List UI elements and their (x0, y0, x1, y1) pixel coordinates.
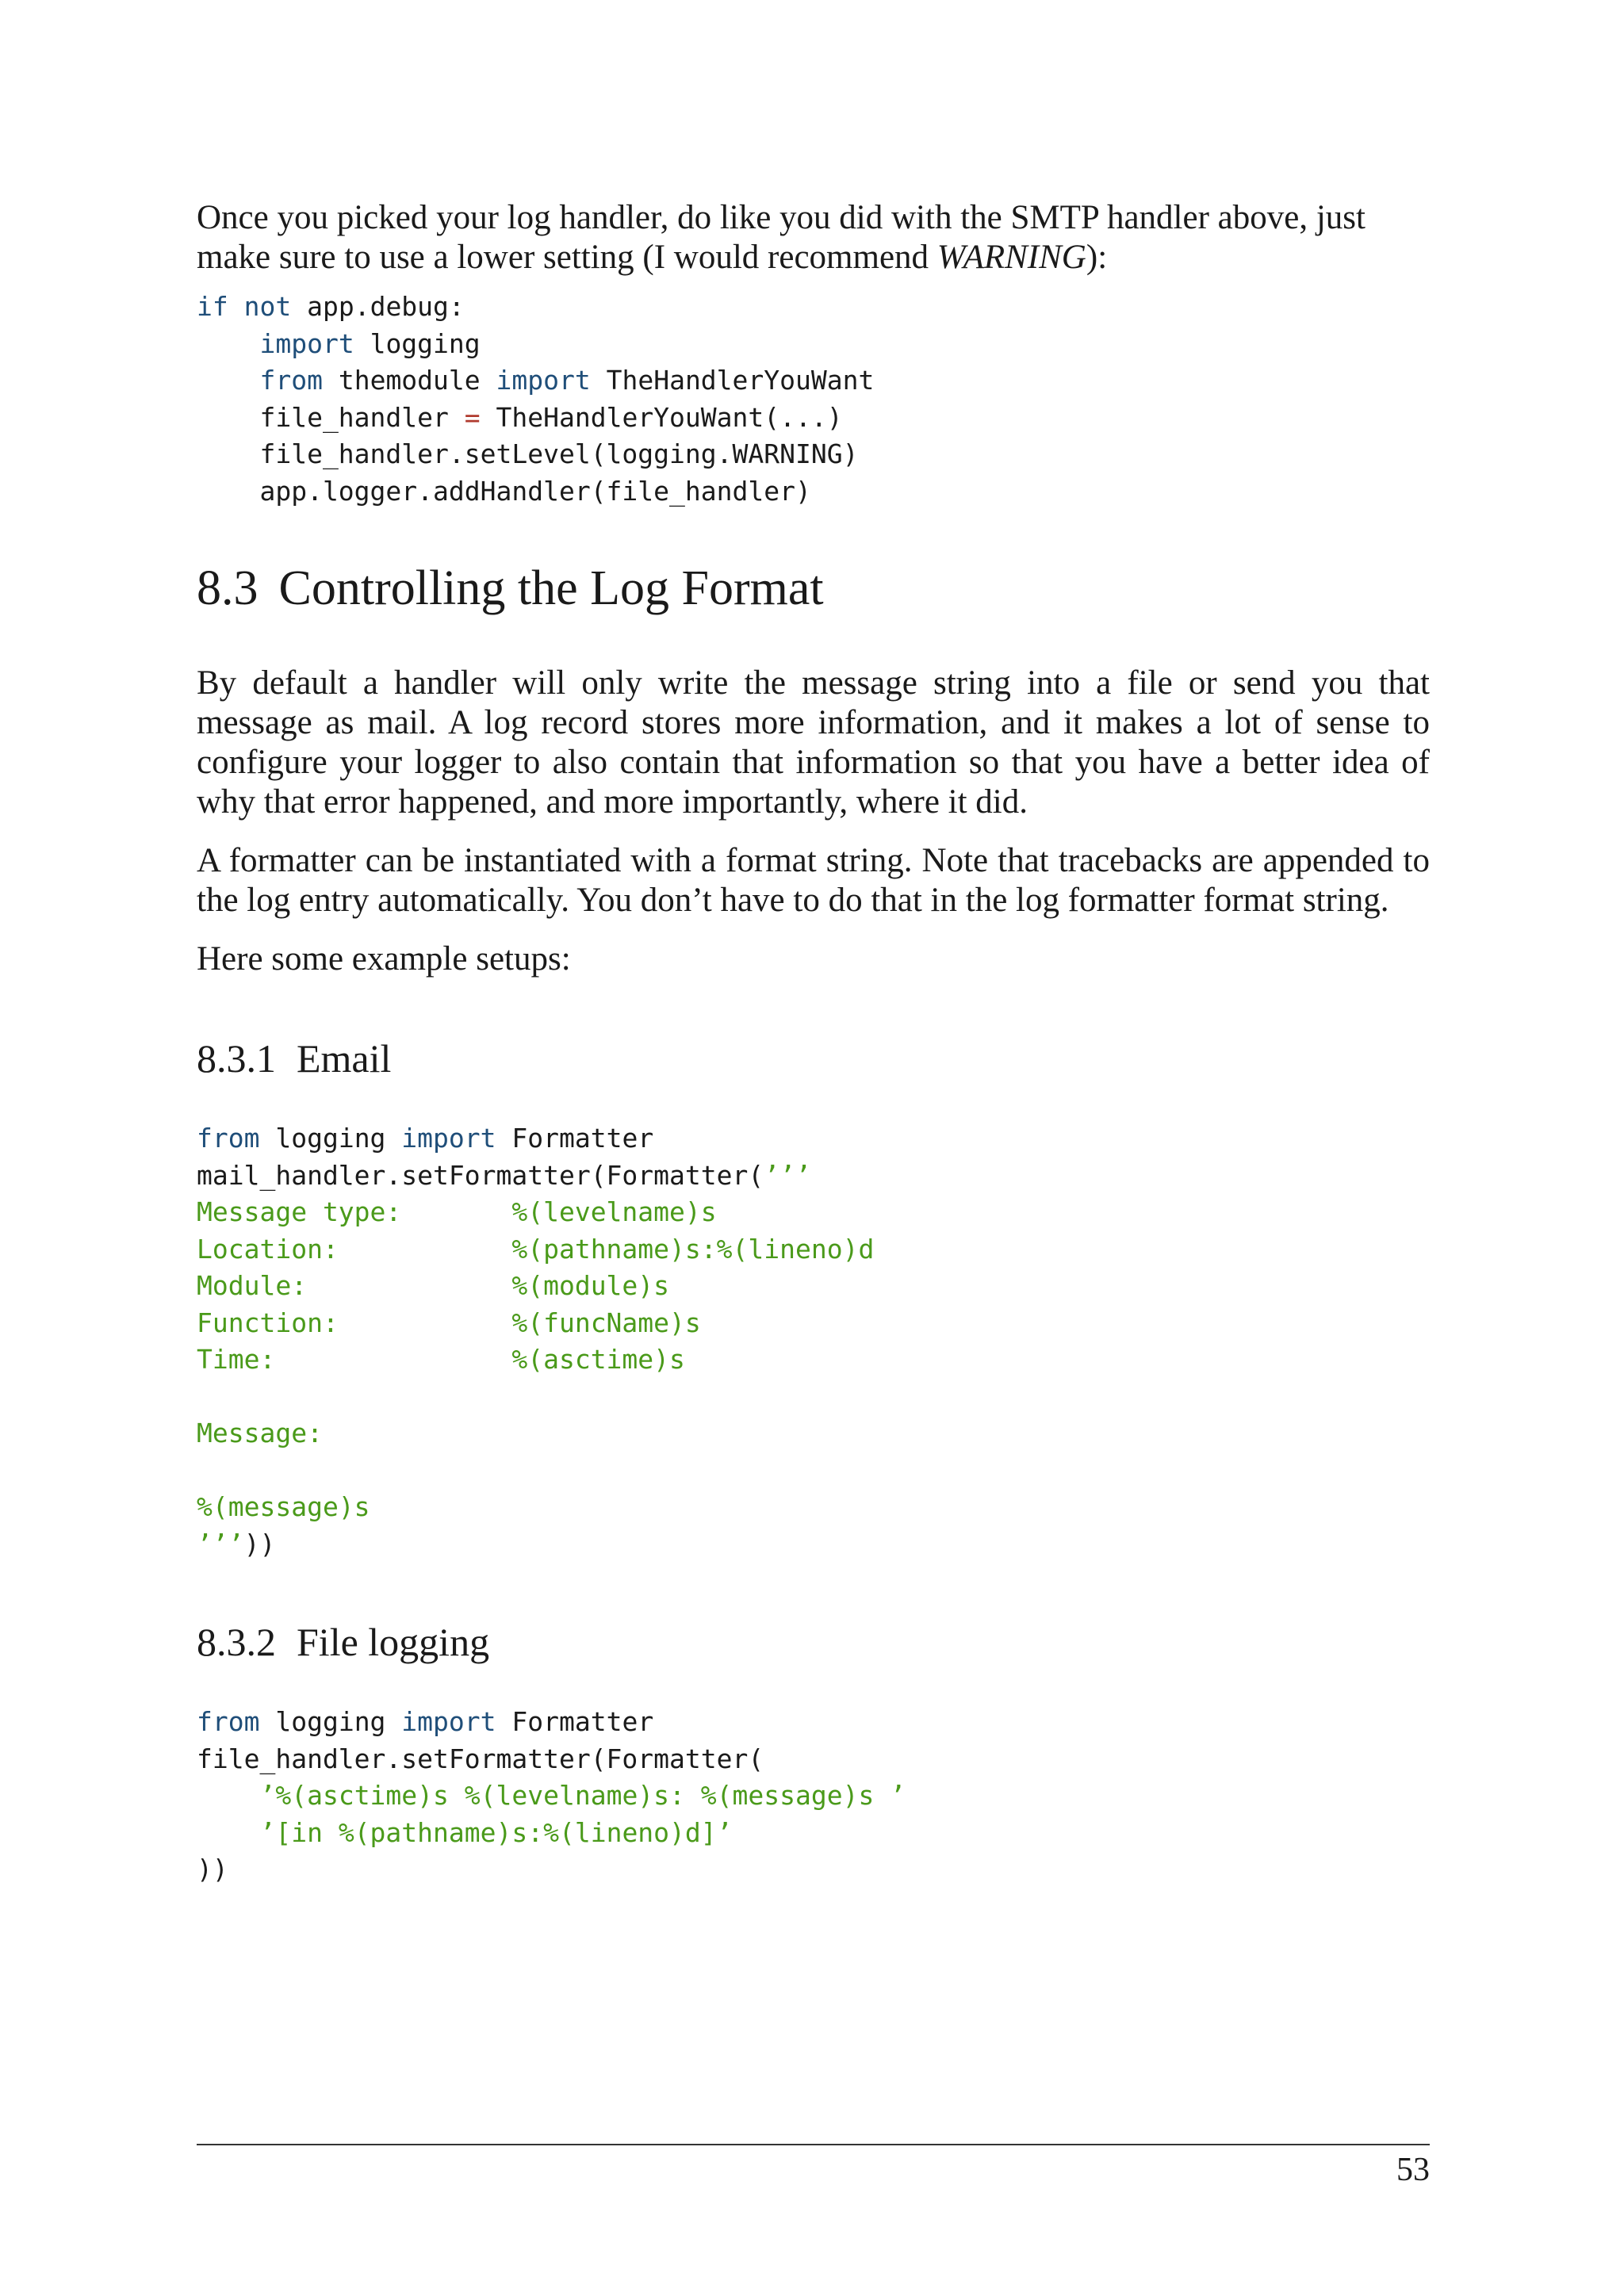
code-line (197, 1231, 1430, 1269)
code-line (197, 1489, 1430, 1526)
code-line (197, 1415, 1430, 1452)
code-line (197, 1526, 1430, 1563)
page-number: 53 (1396, 2152, 1430, 2188)
code-line (197, 1158, 1430, 1195)
subsection-file-logging-heading (197, 1618, 1430, 1666)
paragraph-formatter: A formatter can be instantiated with a format string. Note that tracebacks are appended to the log entry automatically. You don’t have to do that in the log formatter format string. (197, 842, 1430, 919)
code-keyword: import (401, 1706, 496, 1737)
code-keyword: not (243, 291, 292, 322)
code-keyword: from (197, 1706, 260, 1737)
code-text (228, 291, 244, 322)
code-text: file_handler.setFormatter(Formatter( (197, 1743, 764, 1774)
code-text: logging (354, 327, 481, 359)
code-string: %(message)s (197, 1491, 370, 1522)
code-text: themodule (322, 365, 496, 396)
code-text: app.logger.addHandler(file_handler) (197, 475, 811, 507)
code-string: ’’’ (197, 1528, 244, 1559)
subsection-file-logging-number: 8.3.2 (197, 1620, 276, 1664)
code-keyword: import (401, 1123, 496, 1154)
code-line (197, 1341, 1430, 1379)
code-text (197, 1817, 259, 1848)
intro-line-2-start: make sure to use a lower setting (I would recommend (197, 239, 937, 276)
section-number: 8.3 (197, 561, 259, 615)
code-text: logging (259, 1706, 402, 1737)
code-line (197, 1120, 1430, 1158)
code-string: Time: %(asctime)s (197, 1344, 685, 1375)
code-string: ’[in %(pathname)s:%(lineno)d]’ (259, 1816, 733, 1848)
code-line (197, 326, 1430, 363)
page-content (197, 198, 1430, 1888)
code-line (197, 1741, 1430, 1778)
code-text (197, 328, 259, 359)
code-string: ’’’ (764, 1159, 811, 1191)
code-line (197, 1452, 1430, 1490)
intro-warning-emphasis: WARNING (936, 239, 1086, 276)
code-string: Module: %(module)s (197, 1270, 670, 1301)
code-text: )) (243, 1528, 276, 1559)
code-operator: = (464, 401, 481, 433)
subsection-email-title: Email (297, 1036, 392, 1081)
code-text: logging (259, 1123, 402, 1154)
code-line (197, 362, 1430, 400)
code-line (197, 400, 1430, 437)
code-text: Formatter (496, 1123, 654, 1154)
code-line (197, 1704, 1430, 1741)
code-text: app.debug: (291, 291, 465, 322)
code-line (197, 473, 1430, 511)
code-string: Function: %(funcName)s (197, 1307, 701, 1338)
code-keyword: import (259, 327, 354, 359)
code-keyword: from (259, 365, 323, 396)
subsection-email-number: 8.3.1 (197, 1036, 276, 1081)
code-block-file-formatter (197, 1704, 1430, 1888)
code-text: mail_handler.setFormatter(Formatter( (197, 1159, 764, 1191)
code-block-log-handler (197, 289, 1430, 510)
code-line (197, 289, 1430, 326)
code-line (197, 1851, 1430, 1888)
code-string: ’%(asctime)s %(levelname)s: %(message)s ’ (259, 1780, 906, 1811)
subsection-file-logging-title: File logging (297, 1620, 490, 1664)
code-text (197, 365, 259, 396)
code-keyword: import (496, 365, 591, 396)
code-line (197, 1777, 1430, 1815)
code-text: TheHandlerYouWant(...) (480, 401, 843, 433)
code-text: file_handler.setLevel(logging.WARNING) (197, 438, 859, 469)
subsection-email-heading (197, 1035, 1430, 1082)
code-string: Location: %(pathname)s:%(lineno)d (197, 1233, 875, 1265)
intro-paragraph (197, 198, 1430, 277)
code-line (197, 1379, 1430, 1416)
paragraph-example-setups: Here some example setups: (197, 940, 571, 978)
section-heading (197, 561, 1430, 616)
code-text: )) (197, 1854, 228, 1885)
code-string: Message: (197, 1418, 323, 1448)
code-line (197, 1194, 1430, 1231)
code-text: file_handler (197, 401, 465, 433)
footer-divider (197, 2144, 1430, 2145)
intro-line-2-end: ): (1086, 239, 1108, 276)
code-text: Formatter (496, 1706, 654, 1737)
code-block-email-formatter (197, 1120, 1430, 1563)
paragraph-default-handler: By default a handler will only write the message string into a file or send you that message as mail. A log record stores more information, and it makes a lot of sense to configure your logger to also contain that information so that you have a better idea of why that error happened, and more importantly, where it did. (197, 664, 1430, 821)
code-keyword: if (197, 291, 228, 322)
code-line (197, 1305, 1430, 1342)
code-text (197, 1780, 259, 1811)
section-title: Controlling the Log Format (278, 561, 824, 615)
code-line (197, 1815, 1430, 1852)
intro-line-1: Once you picked your log handler, do like you did with the SMTP handler above, just (197, 199, 1365, 236)
code-keyword: from (197, 1123, 260, 1154)
code-line (197, 1268, 1430, 1305)
code-text: TheHandlerYouWant (590, 365, 875, 396)
code-string: Message type: %(levelname)s (197, 1196, 717, 1227)
code-line (197, 436, 1430, 473)
